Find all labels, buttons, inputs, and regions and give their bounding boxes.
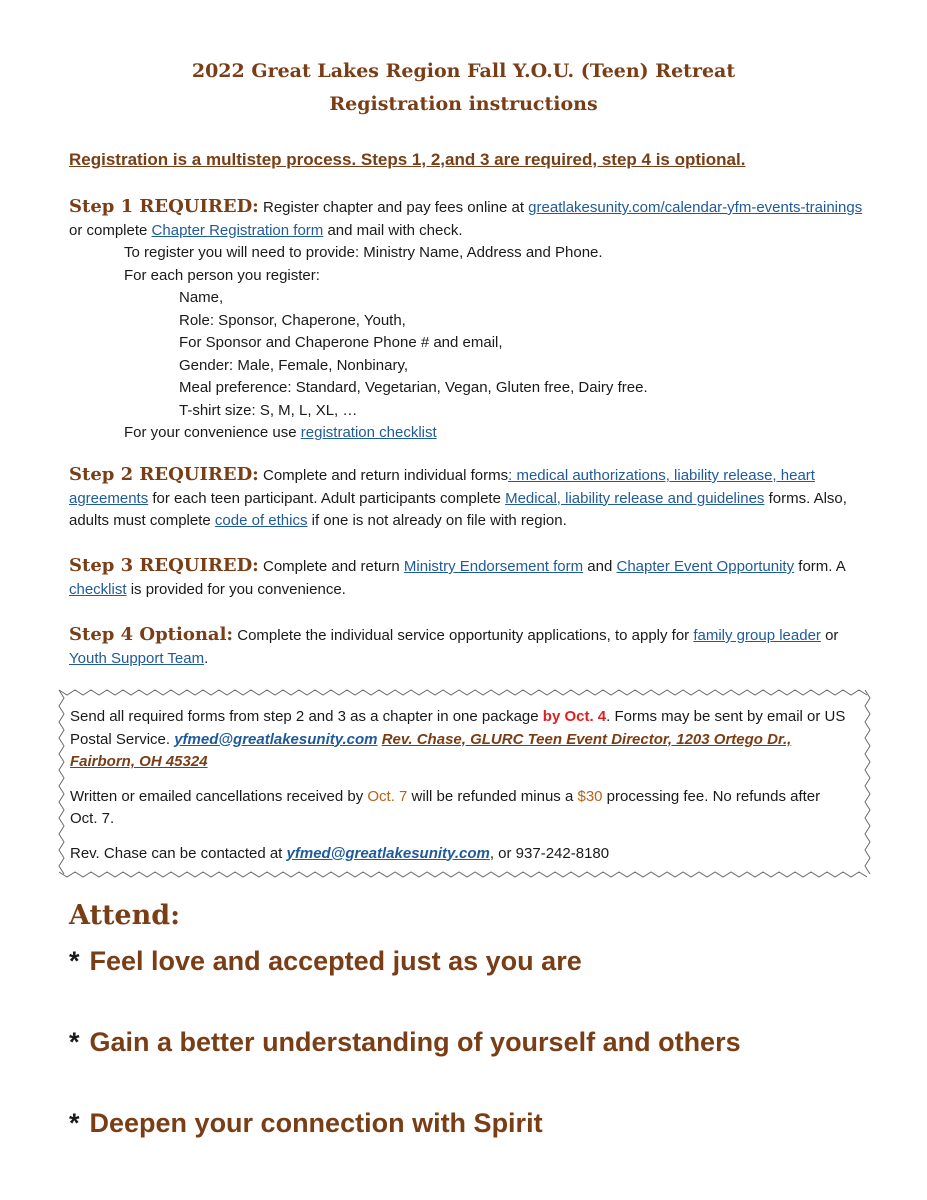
individual-forms-link[interactable]: : medical authorizations, liability release, heart agreements	[69, 467, 815, 507]
youth-support-team-link[interactable]: Youth Support Team	[69, 649, 205, 667]
step-2-text: if one is not already on file with region.	[307, 512, 567, 529]
step-3-text: Complete and return	[258, 558, 404, 575]
cancellation-date: Oct. 7	[367, 787, 408, 805]
list-item: Name,	[179, 289, 224, 306]
list-item: Meal preference: Standard, Vegetarian, Vegan, Gluten free, Dairy free.	[179, 379, 648, 396]
notice-contact-paragraph	[70, 843, 850, 866]
contact-email-link[interactable]: yfmed@greatlakesunity.com	[286, 844, 490, 862]
step-3-text: form. A	[794, 558, 845, 575]
step-1-heading: Step 1 REQUIRED:	[69, 196, 259, 217]
step-1-text: or complete	[69, 221, 152, 239]
notice-cancellation-paragraph	[70, 786, 850, 831]
processing-fee: $30	[577, 787, 603, 805]
checklist-link[interactable]: checklist	[69, 580, 127, 598]
notice-text: Send all required forms from step 2 and 3 as a chapter in one package	[70, 708, 543, 725]
step-3-section	[69, 555, 869, 601]
notice-text: , or 937-242-8180	[489, 844, 610, 862]
chapter-registration-form-link[interactable]: Chapter Registration form	[151, 221, 324, 239]
step-4-text: .	[204, 649, 209, 667]
step-4-text: Complete the individual service opportunity applications, to apply for	[233, 627, 694, 644]
notice-text: Rev. Chase can be contacted at	[70, 844, 287, 862]
asterisk-icon: *	[69, 946, 80, 976]
step-2-text: Complete and return individual forms	[258, 467, 509, 484]
notice-text: will be refunded minus a	[407, 787, 578, 805]
step-4-section	[69, 624, 869, 670]
calendar-link[interactable]: greatlakesunity.com/calendar-yfm-events-trainings	[528, 199, 863, 216]
attend-bullet	[69, 946, 582, 977]
list-item: T-shirt size: S, M, L, XL, …	[179, 401, 358, 419]
step-4-text: or	[820, 627, 839, 644]
list-item: Gender: Male, Female, Nonbinary,	[179, 356, 408, 374]
attend-heading: Attend:	[69, 900, 181, 931]
attend-bullet	[69, 1027, 741, 1058]
step-2-text: for each teen participant. Adult participants complete	[148, 489, 506, 507]
family-group-leader-link[interactable]: family group leader	[693, 627, 821, 644]
step-2-heading: Step 2 REQUIRED:	[69, 464, 259, 485]
notice-box	[57, 688, 873, 880]
step-2-text: forms. Also, adults must complete	[69, 489, 847, 529]
forms-deadline: by Oct. 4	[542, 708, 607, 725]
chapter-event-opportunity-link[interactable]: Chapter Event Opportunity	[616, 558, 795, 575]
each-person-line: For each person you register:	[124, 266, 320, 284]
notice-text: . Forms may be sent by email or US Postal Service.	[70, 708, 846, 748]
page-title: 2022 Great Lakes Region Fall Y.O.U. (Teen) Retreat	[191, 60, 736, 82]
mailing-address: Rev. Chase, GLURC Teen Event Director, 1203 Ortego Dr., Fairborn, OH 45324	[70, 730, 792, 770]
list-item: Role: Sponsor, Chaperone, Youth,	[179, 311, 406, 329]
attend-bullet-text: Deepen your connection with Spirit	[89, 1108, 543, 1138]
convenience-line	[69, 422, 869, 445]
email-link[interactable]: yfmed@greatlakesunity.com	[174, 730, 378, 748]
convenience-text: For your convenience use	[124, 424, 301, 441]
page-subtitle: Registration instructions	[329, 93, 598, 115]
step-2-section	[69, 464, 869, 533]
attend-bullet-text: Feel love and accepted just as you are	[89, 946, 582, 976]
attend-bullet	[69, 1108, 543, 1139]
step-3-text: is provided for you convenience.	[126, 580, 346, 598]
code-of-ethics-link[interactable]: code of ethics	[214, 512, 308, 529]
notice-text: processing fee. No refunds after Oct. 7.	[70, 787, 821, 827]
notice-forms-paragraph	[70, 706, 850, 774]
ministry-endorsement-form-link[interactable]: Ministry Endorsement form	[403, 558, 584, 575]
step-4-heading: Step 4 Optional:	[69, 624, 234, 645]
provide-info-line: To register you will need to provide: Ministry Name, Address and Phone.	[124, 244, 603, 261]
step-1-paragraph	[69, 196, 869, 242]
list-item: For Sponsor and Chaperone Phone # and email,	[179, 334, 503, 351]
asterisk-icon: *	[69, 1027, 80, 1057]
notice-text: Written or emailed cancellations received by	[70, 787, 368, 805]
adult-forms-link[interactable]: Medical, liability release and guidelines	[505, 489, 765, 507]
intro-statement: Registration is a multistep process. Steps 1, 2,and 3 are required, step 4 is optional.	[69, 150, 746, 169]
attend-bullet-text: Gain a better understanding of yourself and others	[89, 1027, 741, 1057]
registration-checklist-link[interactable]: registration checklist	[300, 424, 437, 441]
step-1-text: Register chapter and pay fees online at	[258, 199, 529, 216]
step-3-text: and	[583, 558, 617, 575]
asterisk-icon: *	[69, 1108, 80, 1138]
step-1-section	[69, 196, 869, 445]
step-1-text: and mail with check.	[323, 221, 463, 239]
notice-content	[70, 706, 850, 877]
step-3-heading: Step 3 REQUIRED:	[69, 555, 259, 576]
